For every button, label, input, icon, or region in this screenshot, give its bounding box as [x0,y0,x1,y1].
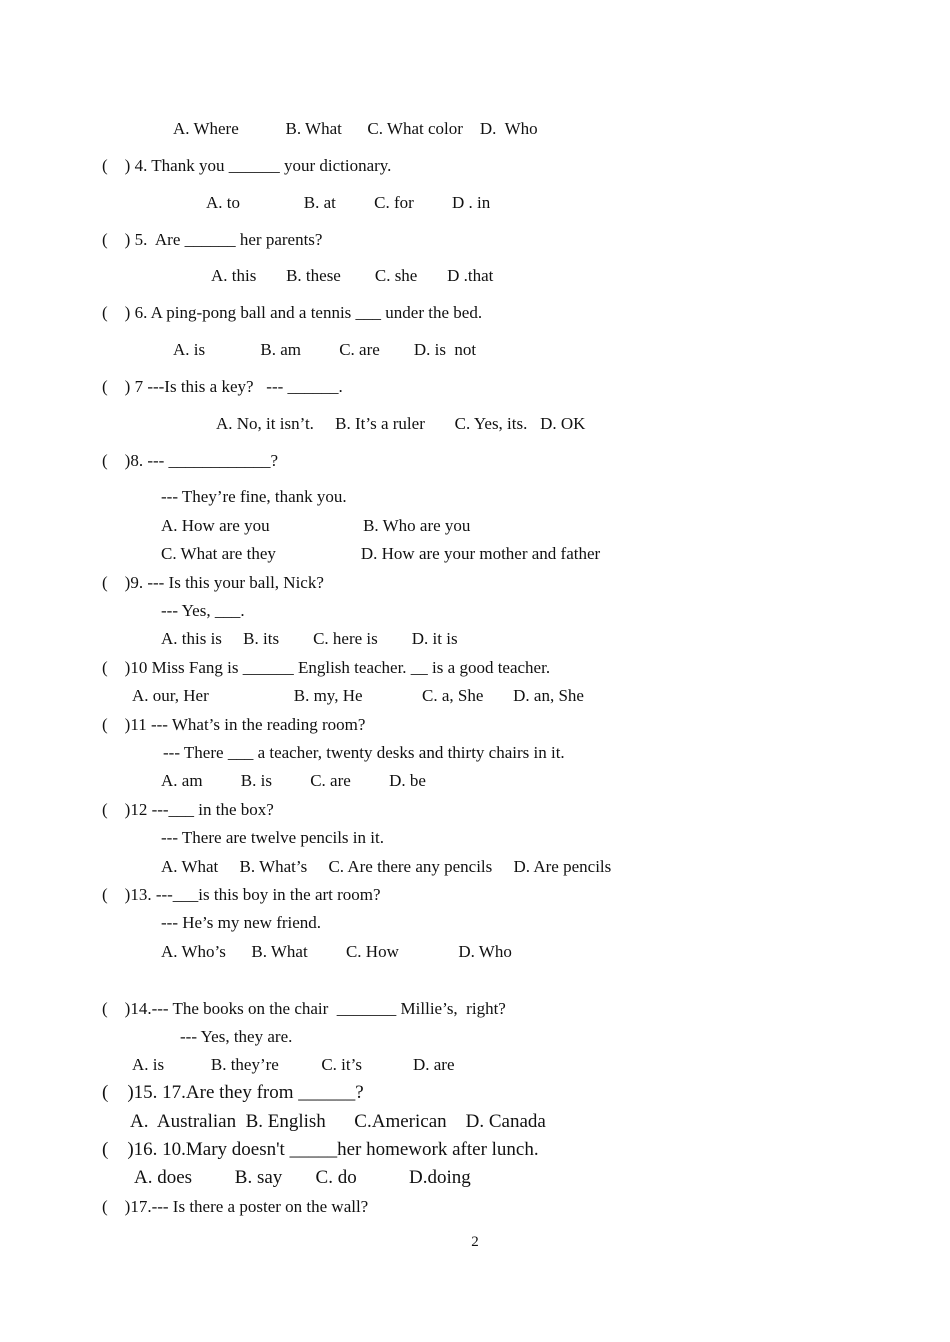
text-line-10: --- They’re fine, thank you. [161,487,347,506]
text-line-32: ( )16. 10.Mary doesn't _____her homework after lunch. [102,1139,539,1160]
text-line-19: --- There ___ a teacher, twenty desks and thirty chairs in it. [163,743,565,762]
text-line-15: A. this is B. its C. here is D. it is [161,629,458,648]
text-line-11: A. How are you B. Who are you [161,516,471,535]
text-line-33: A. does B. say C. do D.doing [134,1167,471,1188]
text-line-5: ( ) 6. A ping-pong ball and a tennis ___ under the bed. [102,303,483,322]
text-line-29: A. is B. they’re C. it’s D. are [132,1055,455,1074]
text-line-1: ( ) 4. Thank you ______ your dictionary. [102,156,392,175]
text-line-2: A. to B. at C. for D . in [206,193,491,212]
text-line-24: ( )13. ---___is this boy in the art room? [102,885,381,904]
text-line-27: ( )14.--- The books on the chair _______ Millie’s, right? [102,999,506,1018]
text-line-7: ( ) 7 ---Is this a key? --- ______. [102,377,343,396]
text-line-26: A. Who’s B. What C. How D. Who [161,942,512,961]
text-line-28: --- Yes, they are. [180,1027,293,1046]
text-line-34: ( )17.--- Is there a poster on the wall? [102,1197,369,1216]
text-line-0: A. Where B. What C. What color D. Who [173,119,538,138]
text-line-25: --- He’s my new friend. [161,913,322,932]
text-line-22: --- There are twelve pencils in it. [161,828,384,847]
text-line-16: ( )10 Miss Fang is ______ English teacher. __ is a good teacher. [102,658,551,677]
text-line-21: ( )12 ---___ in the box? [102,800,274,819]
text-line-30: ( )15. 17.Are they from ______? [102,1082,364,1103]
text-line-6: A. is B. am C. are D. is not [173,340,477,359]
text-line-14: --- Yes, ___. [161,601,245,620]
text-line-12: C. What are they D. How are your mother and father [161,544,601,563]
text-line-13: ( )9. --- Is this your ball, Nick? [102,573,324,592]
text-line-4: A. this B. these C. she D .that [211,266,494,285]
page-number: 2 [471,1234,479,1250]
text-line-3: ( ) 5. Are ______ her parents? [102,230,323,249]
text-line-8: A. No, it isn’t. B. It’s a ruler C. Yes, its. D. OK [216,414,586,433]
text-line-23: A. What B. What’s C. Are there any pencils D. Are pencils [161,857,612,876]
text-line-17: A. our, Her B. my, He C. a, She D. an, She [132,686,584,705]
text-line-9: ( )8. --- ____________? [102,451,279,470]
text-line-20: A. am B. is C. are D. be [161,771,426,790]
text-line-31: A. Australian B. English C.American D. Canada [130,1111,546,1132]
text-line-18: ( )11 --- What’s in the reading room? [102,715,366,734]
